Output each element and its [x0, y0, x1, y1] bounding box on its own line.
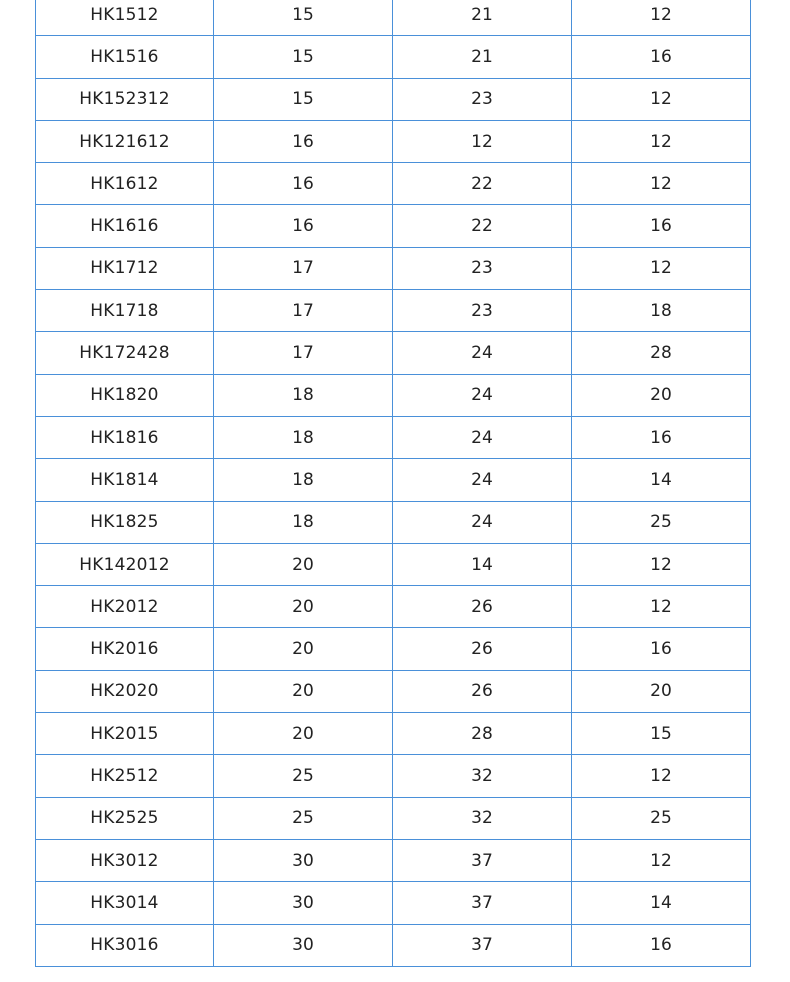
inner-diameter-cell: 20 — [214, 670, 393, 712]
inner-diameter-cell: 16 — [214, 120, 393, 162]
width-cell: 12 — [572, 120, 751, 162]
inner-diameter-cell: 30 — [214, 882, 393, 924]
width-cell: 20 — [572, 670, 751, 712]
inner-diameter-cell: 15 — [214, 78, 393, 120]
outer-diameter-cell: 26 — [393, 670, 572, 712]
table-row — [36, 120, 751, 162]
table-row — [36, 332, 751, 374]
model-cell: HK3014 — [36, 882, 214, 924]
table-body — [36, 0, 751, 966]
model-cell: HK1816 — [36, 416, 214, 458]
width-cell: 12 — [572, 543, 751, 585]
inner-diameter-cell: 20 — [214, 628, 393, 670]
model-cell: HK3012 — [36, 839, 214, 881]
inner-diameter-cell: 18 — [214, 416, 393, 458]
model-cell: HK2525 — [36, 797, 214, 839]
width-cell: 16 — [572, 205, 751, 247]
outer-diameter-cell: 28 — [393, 713, 572, 755]
model-cell: HK1718 — [36, 290, 214, 332]
model-cell: HK2512 — [36, 755, 214, 797]
outer-diameter-cell: 37 — [393, 924, 572, 966]
inner-diameter-cell: 20 — [214, 543, 393, 585]
inner-diameter-cell: 20 — [214, 586, 393, 628]
inner-diameter-cell: 30 — [214, 924, 393, 966]
model-cell: HK1616 — [36, 205, 214, 247]
table-row — [36, 670, 751, 712]
width-cell: 16 — [572, 416, 751, 458]
model-cell: HK1512 — [36, 0, 214, 36]
table-row — [36, 78, 751, 120]
width-cell: 12 — [572, 839, 751, 881]
model-cell: HK2012 — [36, 586, 214, 628]
outer-diameter-cell: 22 — [393, 205, 572, 247]
inner-diameter-cell: 25 — [214, 755, 393, 797]
inner-diameter-cell: 25 — [214, 797, 393, 839]
outer-diameter-cell: 24 — [393, 416, 572, 458]
inner-diameter-cell: 18 — [214, 459, 393, 501]
model-cell: HK1814 — [36, 459, 214, 501]
table-row — [36, 36, 751, 78]
outer-diameter-cell: 26 — [393, 586, 572, 628]
inner-diameter-cell: 17 — [214, 247, 393, 289]
outer-diameter-cell: 24 — [393, 501, 572, 543]
table-row — [36, 924, 751, 966]
model-cell: HK2016 — [36, 628, 214, 670]
inner-diameter-cell: 18 — [214, 501, 393, 543]
width-cell: 28 — [572, 332, 751, 374]
table-row — [36, 163, 751, 205]
table-row — [36, 628, 751, 670]
model-cell: HK1516 — [36, 36, 214, 78]
outer-diameter-cell: 32 — [393, 755, 572, 797]
outer-diameter-cell: 37 — [393, 839, 572, 881]
outer-diameter-cell: 14 — [393, 543, 572, 585]
table-row — [36, 797, 751, 839]
model-cell: HK3016 — [36, 924, 214, 966]
spec-table — [35, 0, 751, 967]
table-row — [36, 543, 751, 585]
outer-diameter-cell: 37 — [393, 882, 572, 924]
table-row — [36, 586, 751, 628]
inner-diameter-cell: 18 — [214, 374, 393, 416]
model-cell: HK1820 — [36, 374, 214, 416]
outer-diameter-cell: 24 — [393, 459, 572, 501]
model-cell: HK142012 — [36, 543, 214, 585]
model-cell: HK2015 — [36, 713, 214, 755]
table-row — [36, 713, 751, 755]
outer-diameter-cell: 23 — [393, 247, 572, 289]
model-cell: HK1612 — [36, 163, 214, 205]
table-row — [36, 247, 751, 289]
width-cell: 14 — [572, 882, 751, 924]
width-cell: 20 — [572, 374, 751, 416]
table-row — [36, 205, 751, 247]
inner-diameter-cell: 30 — [214, 839, 393, 881]
width-cell: 25 — [572, 797, 751, 839]
outer-diameter-cell: 21 — [393, 0, 572, 36]
model-cell: HK1825 — [36, 501, 214, 543]
outer-diameter-cell: 21 — [393, 36, 572, 78]
width-cell: 12 — [572, 247, 751, 289]
inner-diameter-cell: 20 — [214, 713, 393, 755]
inner-diameter-cell: 17 — [214, 332, 393, 374]
width-cell: 16 — [572, 36, 751, 78]
table-row — [36, 839, 751, 881]
width-cell: 12 — [572, 163, 751, 205]
width-cell: 12 — [572, 78, 751, 120]
outer-diameter-cell: 24 — [393, 374, 572, 416]
table-row — [36, 459, 751, 501]
table-row — [36, 755, 751, 797]
outer-diameter-cell: 23 — [393, 290, 572, 332]
model-cell: HK2020 — [36, 670, 214, 712]
inner-diameter-cell: 17 — [214, 290, 393, 332]
outer-diameter-cell: 26 — [393, 628, 572, 670]
model-cell: HK121612 — [36, 120, 214, 162]
table-row — [36, 882, 751, 924]
width-cell: 14 — [572, 459, 751, 501]
width-cell: 25 — [572, 501, 751, 543]
table-row — [36, 501, 751, 543]
width-cell: 12 — [572, 755, 751, 797]
table-row — [36, 290, 751, 332]
inner-diameter-cell: 16 — [214, 205, 393, 247]
model-cell: HK172428 — [36, 332, 214, 374]
outer-diameter-cell: 23 — [393, 78, 572, 120]
table-row — [36, 0, 751, 36]
width-cell: 12 — [572, 0, 751, 36]
inner-diameter-cell: 15 — [214, 0, 393, 36]
width-cell: 16 — [572, 628, 751, 670]
table-row — [36, 374, 751, 416]
inner-diameter-cell: 16 — [214, 163, 393, 205]
outer-diameter-cell: 22 — [393, 163, 572, 205]
outer-diameter-cell: 24 — [393, 332, 572, 374]
table-row — [36, 416, 751, 458]
width-cell: 12 — [572, 586, 751, 628]
model-cell: HK1712 — [36, 247, 214, 289]
model-cell: HK152312 — [36, 78, 214, 120]
width-cell: 16 — [572, 924, 751, 966]
width-cell: 15 — [572, 713, 751, 755]
spec-table-container — [35, 0, 750, 967]
outer-diameter-cell: 32 — [393, 797, 572, 839]
inner-diameter-cell: 15 — [214, 36, 393, 78]
outer-diameter-cell: 12 — [393, 120, 572, 162]
width-cell: 18 — [572, 290, 751, 332]
